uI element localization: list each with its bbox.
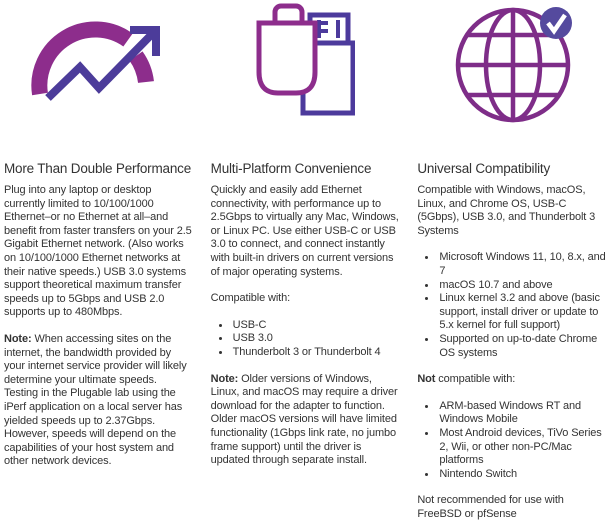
module-convenience xyxy=(211,0,400,521)
check-badge xyxy=(540,7,572,39)
note-label: Note: xyxy=(210,372,239,385)
note-label: Note: xyxy=(4,332,32,345)
list-item: • USB-C xyxy=(231,319,400,333)
usb-connectors-icon xyxy=(255,0,355,118)
not-compatible-list xyxy=(417,400,606,482)
compatible-list xyxy=(211,319,400,360)
compatibility-footer: Not recommended for use with FreeBSD or pfSense xyxy=(417,494,564,520)
convenience-icon-area xyxy=(211,0,400,160)
note-text: When accessing sites on the internet, the bandwidth provided by your internet service provider will likely determine your ultimate speeds. Testing in the Plugable lab using the iPerf application on a local server has yielded speeds up to 2.37Gbps. However, speeds will depend on the capabilities of your host system and other network devices. xyxy=(4,332,187,468)
list-item: • Supported on up-to-date Chrome OS systems xyxy=(437,333,606,360)
list-item: • Linux kernel 3.2 and above (basic support, install driver or update to 5.x kernel for full support) xyxy=(437,292,606,333)
compatible-with-label: Compatible with: xyxy=(210,292,291,305)
convenience-heading: Multi-Platform Convenience xyxy=(210,161,372,176)
list-item: • ARM-based Windows RT and Windows Mobile xyxy=(437,400,606,427)
compatibility-icon-area xyxy=(417,0,606,160)
convenience-intro: Quickly and easily add Ethernet connectivity, with performance up to 2.5Gbps to virtually any Mac, Windows, or Linux PC. Use either USB-C or USB 3.0 to connect, and connect instantly with built-in drivers on current versions of major operating systems. xyxy=(210,184,399,278)
module-performance xyxy=(4,0,193,521)
compatibility-heading: Universal Compatibility xyxy=(417,161,551,176)
not-compatible-label xyxy=(417,373,606,387)
performance-heading: More Than Double Performance xyxy=(4,161,191,176)
performance-note xyxy=(4,333,193,469)
list-item: • Thunderbolt 3 or Thunderbolt 4 xyxy=(231,346,400,360)
module-compatibility xyxy=(417,0,606,521)
list-item: • Nintendo Switch xyxy=(437,468,606,482)
globe-check-icon xyxy=(449,0,574,129)
growth-trend-gauge-icon xyxy=(28,0,168,108)
compatible-list xyxy=(417,251,606,360)
convenience-note xyxy=(211,373,400,468)
note-text: Older versions of Windows, Linux, and macOS may require a driver download for the adapter to function. Older macOS versions will have limited functionality (1Gbps link rate, no jumbo frame support) until the driver is updated through separate install. xyxy=(210,372,398,467)
list-item: • Microsoft Windows 11, 10, 8.x, and 7 xyxy=(437,251,606,278)
performance-icon-area xyxy=(4,0,193,160)
performance-intro: Plug into any laptop or desktop currently limited to 10/100/1000 Ethernet–or no Ethernet at all–and benefit from faster transfers on your 2.5 Gigabit Ethernet network. (Also works on 10/100/1000 Ethernet networks at their native speeds.) USB 3.0 systems support theoretical maximum transfer speeds up to 5Gbps and USB 2.0 supports up to 480Mbps. xyxy=(4,184,192,319)
list-item: • macOS 10.7 and above xyxy=(437,279,606,293)
not-label: Not xyxy=(417,373,436,386)
list-item: • Most Android devices, TiVo Series 2, Wii, or other non-PC/Mac platforms xyxy=(437,427,606,468)
not-label-rest: compatible with: xyxy=(435,373,516,386)
list-item: • USB 3.0 xyxy=(231,332,400,346)
compatibility-intro: Compatible with Windows, macOS, Linux, and Chrome OS, USB-C (5Gbps), USB 3.0, and Thunderbolt 3 Systems xyxy=(417,184,596,237)
